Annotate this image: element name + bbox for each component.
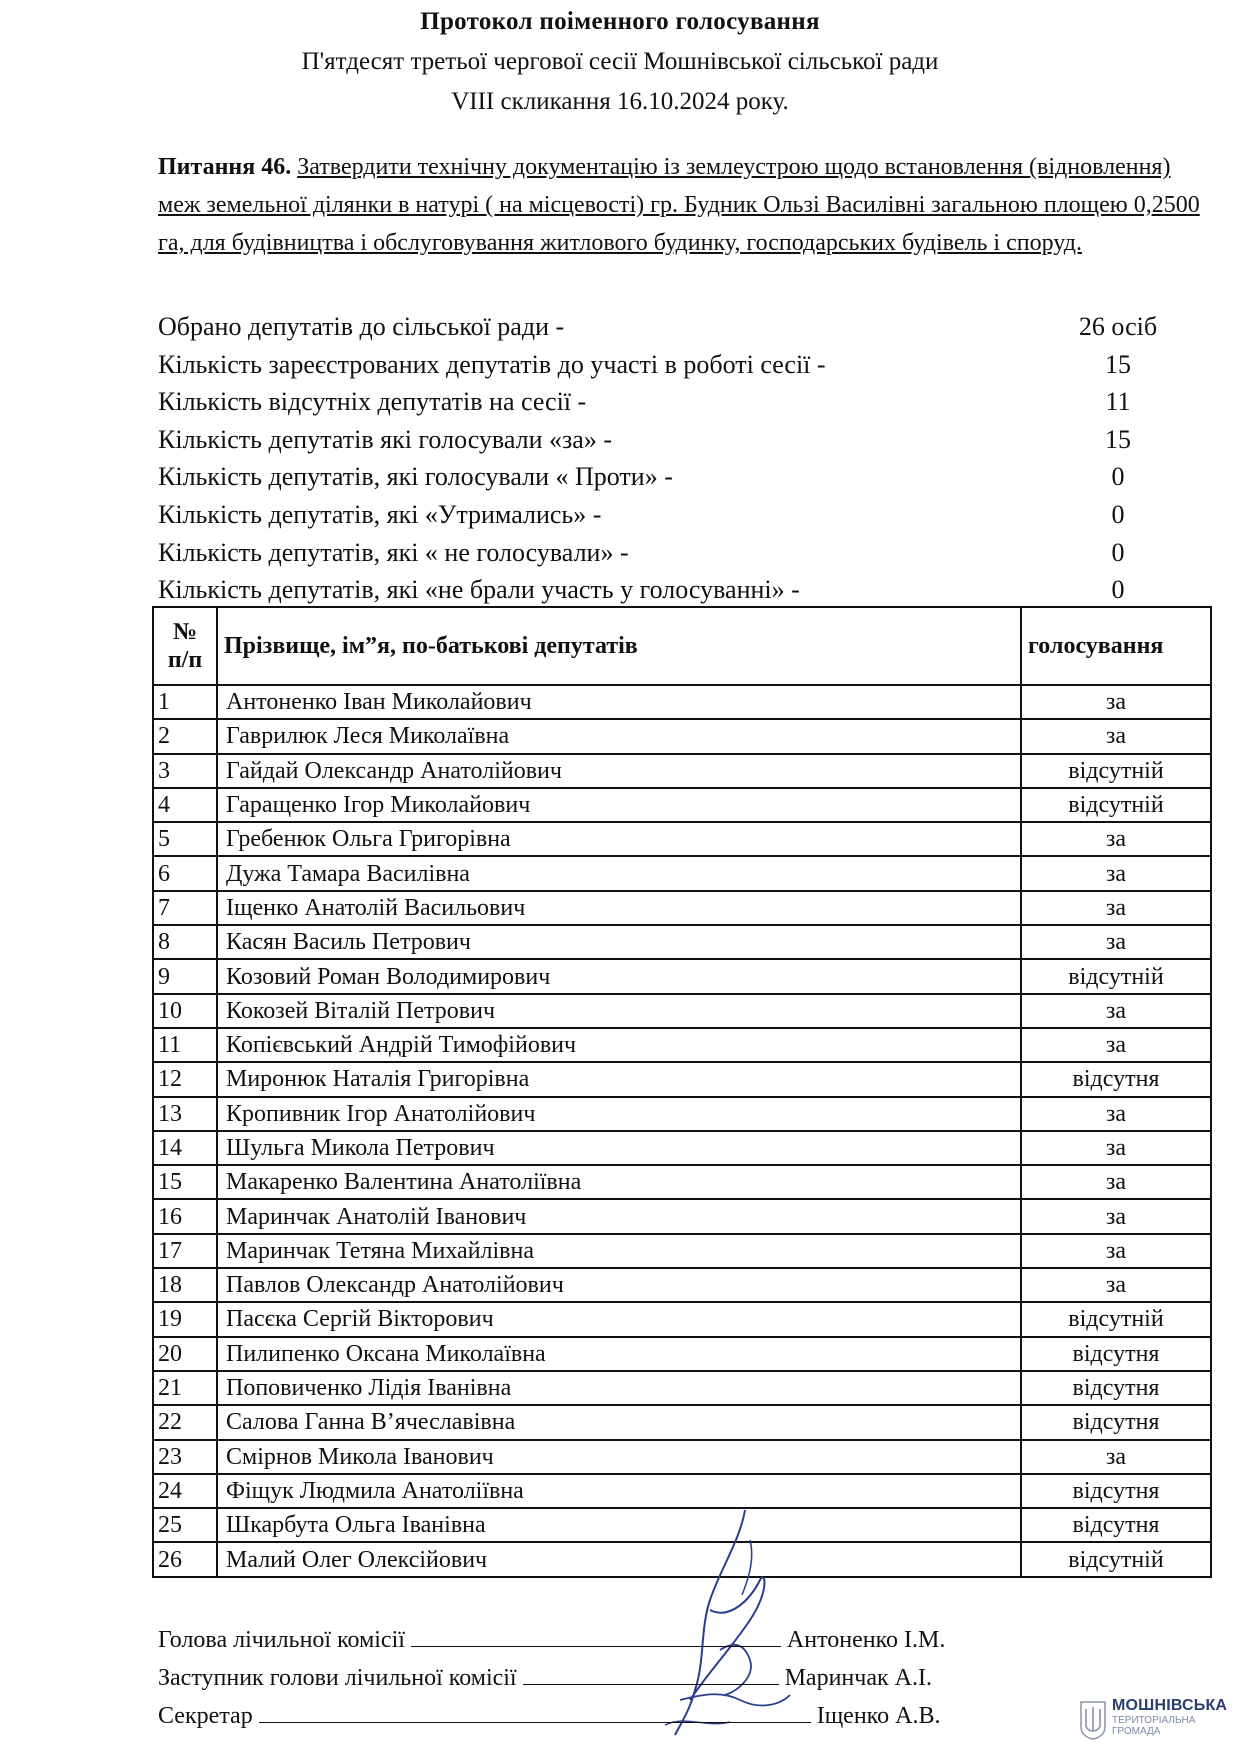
table-row [153,1028,1211,1062]
table-row [153,891,1211,925]
row-number: 12 [153,1062,217,1096]
table-row [153,1440,1211,1474]
votes-table [152,606,1212,1578]
row-number: 23 [153,1440,217,1474]
row-number: 26 [153,1542,217,1576]
stat-label: Кількість депутатів, які «не брали участь у голосуванні» - [158,575,800,605]
deputy-name: Миронюк Наталія Григорівна [217,1062,1021,1096]
stat-row [158,421,1138,459]
row-number: 8 [153,925,217,959]
table-row [153,1302,1211,1336]
deputy-name: Маринчак Тетяна Михайлівна [217,1234,1021,1268]
protocol-title: Протокол поіменного голосування [420,8,820,35]
vote-result: відсутній [1021,788,1211,822]
deputy-name: Фіщук Людмила Анатоліївна [217,1474,1021,1508]
deputy-name: Копієвський Андрій Тимофійович [217,1028,1021,1062]
table-row [153,1199,1211,1233]
vote-result: за [1021,719,1211,753]
vote-result: за [1021,1268,1211,1302]
row-number: 1 [153,685,217,719]
session-title: П'ятдесят третьої чергової сесії Мошнівської сільської ради [301,48,939,75]
deputy-name: Пасєка Сергій Вікторович [217,1302,1021,1336]
row-number: 6 [153,856,217,890]
stat-label: Кількість зареєстрованих депутатів до участі в роботі сесії - [158,349,826,379]
vote-result: за [1021,994,1211,1028]
vote-result: відсутня [1021,1508,1211,1542]
vote-statistics [158,308,1158,609]
vote-result: відсутня [1021,1371,1211,1405]
vote-result: відсутній [1021,1302,1211,1336]
col-number-header [153,607,217,685]
signature-line [411,1620,781,1647]
row-number: 22 [153,1405,217,1439]
stat-label: Кількість депутатів які голосували «за» - [158,424,612,454]
table-row [153,1131,1211,1165]
col-number-line1: № [172,619,198,645]
deputy-name: Поповиченко Лідія Іванівна [217,1371,1021,1405]
row-number: 25 [153,1508,217,1542]
deputy-name: Гаращенко Ігор Миколайович [217,788,1021,822]
row-number: 3 [153,754,217,788]
deputy-name: Кропивник Ігор Анатолійович [217,1097,1021,1131]
vote-result: за [1021,1440,1211,1474]
deputy-name: Дужа Тамара Василівна [217,856,1021,890]
col-name-header: Прізвище, ім”я, по-батькові депутатів [217,607,1021,685]
convocation-date: VIII скликання 16.10.2024 року. [451,88,789,115]
trident-emblem-icon [1078,1699,1108,1741]
table-row [153,1165,1211,1199]
table-row [153,754,1211,788]
stat-value: 11 [1105,387,1131,417]
sign-role-chair: Голова лічильної комісії [158,1627,405,1653]
vote-result: відсутній [1021,959,1211,993]
community-logo [1078,1697,1238,1747]
table-row [153,788,1211,822]
stat-row [158,458,1138,496]
table-row [153,719,1211,753]
logo-subtitle: ТЕРИТОРІАЛЬНА ГРОМАДА [1112,1715,1196,1737]
vote-result: за [1021,891,1211,925]
table-row [153,822,1211,856]
stat-row [158,571,1138,609]
sign-role-secretary: Секретар [158,1703,253,1729]
stat-value: 0 [1111,462,1125,492]
logo-title: МОШНІВСЬКА [1112,1697,1228,1714]
stat-value: 0 [1111,537,1125,567]
sign-role-deputy: Заступник голови лічильної комісії [158,1665,517,1691]
stat-row [158,308,1158,346]
stat-value: 0 [1111,575,1125,605]
row-number: 11 [153,1028,217,1062]
table-row [153,1405,1211,1439]
table-row [153,1097,1211,1131]
signature-line [259,1696,811,1723]
table-row [153,994,1211,1028]
stat-value: 0 [1111,499,1125,529]
vote-result: за [1021,1131,1211,1165]
table-row [153,959,1211,993]
row-number: 21 [153,1371,217,1405]
signature-line [523,1658,779,1685]
sign-name-deputy: Маринчак А.І. [784,1665,932,1691]
table-header-row [153,607,1211,685]
stat-row [158,496,1138,534]
vote-result: за [1021,822,1211,856]
table-row [153,1268,1211,1302]
deputy-name: Антоненко Іван Миколайович [217,685,1021,719]
table-row [153,685,1211,719]
table-row [153,1371,1211,1405]
vote-result: за [1021,1165,1211,1199]
row-number: 24 [153,1474,217,1508]
vote-result: відсутня [1021,1337,1211,1371]
vote-result: відсутня [1021,1062,1211,1096]
deputy-name: Шкарбута Ольга Іванівна [217,1508,1021,1542]
row-number: 4 [153,788,217,822]
vote-result: за [1021,1097,1211,1131]
deputy-name: Гаврилюк Леся Миколаївна [217,719,1021,753]
deputy-name: Гайдай Олександр Анатолійович [217,754,1021,788]
stat-value: 15 [1105,424,1131,454]
deputy-name: Кокозей Віталій Петрович [217,994,1021,1028]
row-number: 2 [153,719,217,753]
deputy-name: Смірнов Микола Іванович [217,1440,1021,1474]
row-number: 18 [153,1268,217,1302]
table-row [153,1062,1211,1096]
vote-result: відсутня [1021,1474,1211,1508]
vote-result: відсутня [1021,1405,1211,1439]
row-number: 7 [153,891,217,925]
stat-value: 15 [1105,349,1131,379]
deputy-name: Маринчак Анатолій Іванович [217,1199,1021,1233]
row-number: 20 [153,1337,217,1371]
vote-result: за [1021,856,1211,890]
table-row [153,1234,1211,1268]
signatures-block [158,1620,1038,1734]
stat-row [158,383,1138,421]
row-number: 5 [153,822,217,856]
vote-result: відсутній [1021,1542,1211,1576]
deputy-name: Шульга Микола Петрович [217,1131,1021,1165]
stat-label: Кількість депутатів, які голосували « Проти» - [158,462,673,492]
vote-result: за [1021,1199,1211,1233]
question-block [158,148,1218,262]
deputy-name: Пилипенко Оксана Миколаївна [217,1337,1021,1371]
sign-name-chair: Антоненко І.М. [786,1627,946,1653]
table-row [153,1337,1211,1371]
deputy-name: Макаренко Валентина Анатоліївна [217,1165,1021,1199]
col-number-line2: п/п [167,647,203,673]
stat-value: 26 осіб [1078,312,1158,341]
deputy-name: Касян Василь Петрович [217,925,1021,959]
stat-row [158,346,1138,384]
vote-result: за [1021,1234,1211,1268]
stat-label: Кількість відсутніх депутатів на сесії - [158,387,587,417]
row-number: 10 [153,994,217,1028]
stat-label: Кількість депутатів, які « не голосували» - [158,537,629,567]
row-number: 14 [153,1131,217,1165]
deputy-name: Гребенюк Ольга Григорівна [217,822,1021,856]
row-number: 17 [153,1234,217,1268]
deputy-name: Павлов Олександр Анатолійович [217,1268,1021,1302]
deputy-name: Малий Олег Олексійович [217,1542,1021,1576]
vote-result: відсутній [1021,754,1211,788]
signature-row-deputy [158,1658,1038,1696]
vote-result: за [1021,1028,1211,1062]
signature-row-chair [158,1620,1038,1658]
vote-result: за [1021,685,1211,719]
stat-label: Кількість депутатів, які «Утримались» - [158,499,602,529]
row-number: 19 [153,1302,217,1336]
table-row [153,925,1211,959]
row-number: 13 [153,1097,217,1131]
row-number: 15 [153,1165,217,1199]
row-number: 9 [153,959,217,993]
row-number: 16 [153,1199,217,1233]
deputy-name: Салова Ганна В’ячеславівна [217,1405,1021,1439]
deputy-name: Козовий Роман Володимирович [217,959,1021,993]
sign-name-secretary: Іщенко А.В. [816,1703,941,1729]
question-text: Затвердити технічну документацію із землеустрою щодо встановлення (відновлення) меж земельної ділянки в натурі ( на місцевості) гр. Будник Ользі Василівні загальною площею 0,2500 га, для будівництва і обслуговування житлового будинку, господарських будівель і споруд. [158,154,1200,256]
stat-label: Обрано депутатів до сільської ради - [158,312,565,341]
stat-row [158,534,1138,572]
table-row [153,856,1211,890]
signature-row-secretary [158,1696,1038,1734]
vote-result: за [1021,925,1211,959]
col-vote-header: голосування [1021,607,1211,685]
question-label: Питання 46. [158,154,292,180]
deputy-name: Іщенко Анатолій Васильович [217,891,1021,925]
